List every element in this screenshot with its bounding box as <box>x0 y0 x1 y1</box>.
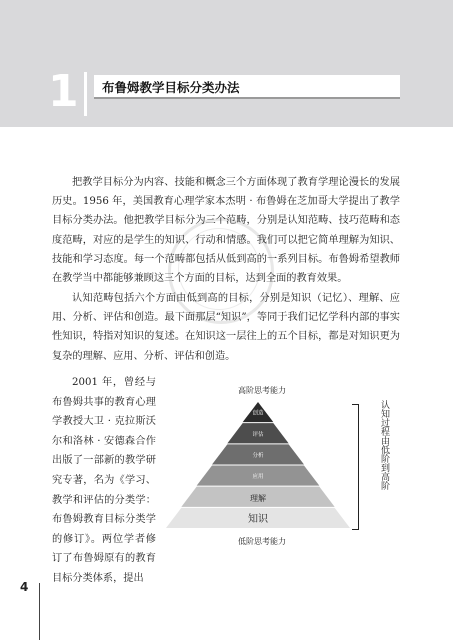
pyramid-level-label: 应用 <box>252 474 264 481</box>
chapter-number: 1 <box>48 66 79 117</box>
paragraph-3: 2001 年，曾经与布鲁姆共事的教育心理学教授大卫 · 克拉斯沃尔和洛林 · 安德森合作出版了一部新的教学研究专著，名为《学习、教学和评估的分类学：布鲁姆教育目标分类学的修订》。两位学者修订了布鲁姆原有的教育目标分类体系，提出 <box>52 377 156 584</box>
process-bracket <box>352 404 359 530</box>
paragraph-2: 认知范畴包括六个方面由低到高的目标，分别是知识（记忆）、理解、应用、分析、评估和创造。最下面那层“知识”，等同于我们记忆学科内部的事实性知识，特指对知识的复述。在知识这一层往上的五个目标，都是对知识更为复杂的理解、应用、分析、评估和创造。 <box>52 293 400 362</box>
process-direction-label: 认知过程由低阶到高阶 <box>379 400 389 490</box>
pyramid-level-label: 分析 <box>252 452 264 459</box>
pyramid-level-label: 知识 <box>248 513 268 525</box>
page-number: 4 <box>20 580 29 594</box>
pyramid-level-label: 评估 <box>252 431 264 438</box>
lower-order-label: 低阶思考能力 <box>238 537 286 546</box>
paragraph-1: 把教学目标分为内容、技能和概念三个方面体现了教育学理论漫长的发展历史。1956 年，美国教育心理学家本杰明 · 布鲁姆在芝加哥大学提出了教学目标分类办法。他把教学目标分为三个范畴，分别是认知范畴、技巧范畴和态度范畴，对应的是学生的知识、行动和情感。我们可以把它简单理解为知识、技能和学习态度。每一个范畴都包括从低到高的一系列目标。布鲁姆希望教师在教学当中都能够兼顾这三个方面的目标，达到全面的教育效果。 <box>52 177 400 285</box>
chapter-title: 布鲁姆教学目标分类办法 <box>102 80 240 95</box>
higher-order-label: 高阶思考能力 <box>238 386 286 395</box>
pyramid-level-label: 理解 <box>250 493 266 503</box>
pyramid-level-label: 创造 <box>252 410 264 417</box>
page-number-rule <box>39 583 40 640</box>
